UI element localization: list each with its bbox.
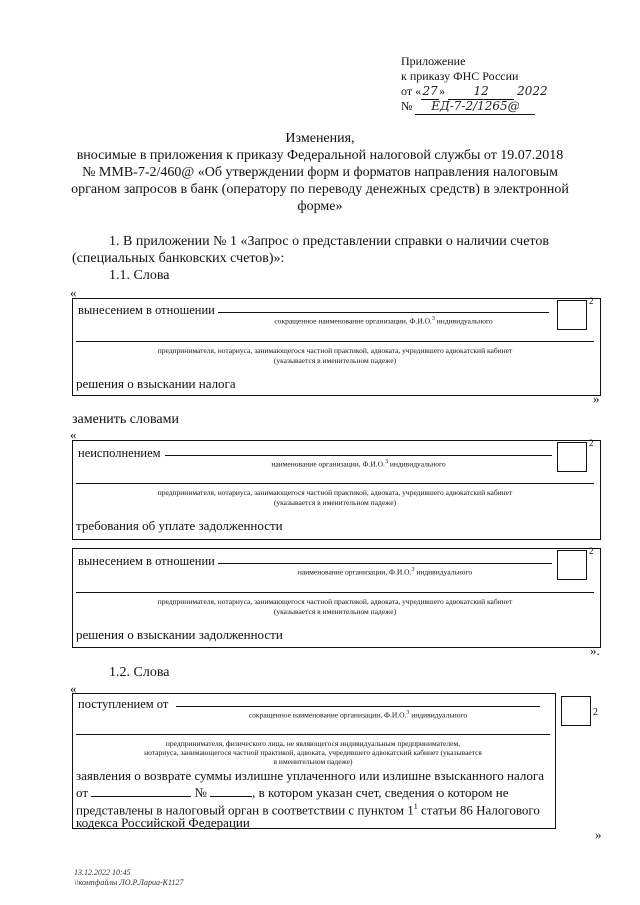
open-quote: « (70, 427, 77, 442)
title-line4: органом запросов в банк (оператору по переводу денежных средств) в электронной (71, 182, 569, 197)
block-c-cap2: предпринимателя, нотариуса, занимающегося частной практикой, адвоката, учредившего адвокатский кабинет (157, 597, 513, 606)
block-d-text1: заявления о возврате суммы излишне уплаченного или излишне взысканного налога (76, 768, 544, 783)
underline (76, 734, 550, 735)
footnote-mark: 3 (406, 710, 410, 716)
p1-line1: 1. В приложении № 1 «Запрос о представлении справки о наличии счетов (109, 234, 549, 249)
title-line3: № ММВ-7-2/460@ «Об утверждении форм и форматов направления налоговым (82, 165, 558, 180)
underline (76, 483, 594, 484)
title-line2: вносимые в приложения к приказу Федеральной налоговой службы от 19.07.2018 (76, 148, 564, 163)
block-c-label: вынесением в отношении (78, 554, 215, 568)
block-d-cap4: в именительном падеже) (273, 757, 353, 766)
footnote-mark: 3 (431, 316, 435, 322)
checkbox-field (557, 300, 587, 330)
checkbox-field (557, 442, 587, 472)
footnote-mark: 3 (411, 567, 415, 573)
block-a-cap1: сокращенное наименование организации, Ф.И.О.$^3$ индивидуального (274, 316, 493, 326)
underline (76, 341, 594, 342)
p12-sub: 1.2. Слова (109, 665, 170, 680)
block-d-cap2: предпринимателя, физического лица, не являющегося индивидуальным предпринимателем, (165, 739, 461, 748)
underline (218, 312, 549, 313)
underline (218, 563, 552, 564)
p1-line2: (специальных банковских счетов)»: (72, 251, 285, 266)
document-title (40, 130, 600, 215)
block-b-cap3: (указывается в именительном падеже) (273, 498, 397, 507)
box-footnote: 2 (593, 707, 598, 718)
replace-label: заменить словами (72, 412, 179, 427)
block-a-bottom: решения о взыскании налога (76, 376, 236, 391)
block-d-text4: кодекса Российской Федерации (76, 815, 250, 830)
underline (176, 706, 540, 707)
checkbox-field (561, 696, 591, 726)
footer-stamp (74, 868, 183, 888)
block-b-bottom: требования об уплате задолженности (76, 518, 283, 533)
block-a-label: вынесением в отношении (78, 303, 215, 317)
date-blank (91, 785, 191, 797)
block-d-label: поступлением от (78, 697, 169, 711)
appendix-line1: Приложение (401, 54, 466, 68)
block-b-label: неисполнением (78, 446, 161, 460)
block-d-text3: представлены в налоговый орган в соответствии с пунктом $1^1$ статьи 86 Налогового (76, 802, 540, 818)
box-footnote: 2 (589, 546, 594, 556)
appendix-number: № ЕД-7-2/1265@ (401, 99, 548, 114)
footnote-mark: 3 (384, 459, 388, 465)
underline (76, 592, 594, 593)
appendix-date: от «27» 12 2022 (401, 84, 548, 98)
underline (165, 455, 552, 456)
footer-line1: 13.12.2022 10:45 (74, 868, 131, 877)
box-footnote: 2 (589, 438, 594, 448)
open-quote: « (70, 681, 77, 696)
handwritten-number: ЕД-7-2/1265@ (415, 99, 535, 115)
close-quote-dot: ». (590, 643, 600, 658)
block-b-cap1: наименование организации, Ф.И.О.$^3$ индивидуального (271, 459, 446, 469)
block-a-cap2: предпринимателя, нотариуса, занимающегося частной практикой, адвоката, учредившего адвокатский кабинет (157, 346, 513, 355)
close-quote: » (593, 391, 600, 406)
footer-line2: \\компфайлы ЛО.Р.Лариа-К1127 (74, 878, 184, 887)
close-quote: » (595, 827, 602, 842)
block-c-cap3: (указывается в именительном падеже) (273, 607, 397, 616)
open-quote: « (70, 285, 77, 300)
block-b-cap2: предпринимателя, нотариуса, занимающегося частной практикой, адвоката, учредившего адвокатский кабинет (157, 488, 513, 497)
block-d-text2: от № , в котором указан счет, сведения о котором не (76, 785, 509, 800)
checkbox-field (557, 550, 587, 580)
appendix-reference (401, 54, 548, 114)
block-c-cap1: наименование организации, Ф.И.О.$^3$ индивидуального (297, 567, 473, 577)
appendix-year: 2022 (517, 84, 548, 98)
appendix-line2: к приказу ФНС России (401, 69, 519, 83)
handwritten-month: 12 (448, 84, 514, 100)
handwritten-day: 27 (422, 84, 438, 98)
number-blank (210, 785, 252, 797)
title-line1: Изменения, (285, 131, 355, 146)
block-a-cap3: (указывается в именительном падеже) (273, 356, 397, 365)
title-line5: форме» (297, 199, 343, 214)
block-d-cap3: нотариуса, занимающегося частной практикой, адвоката, учредившего адвокатский кабинет (указывается (144, 748, 482, 757)
block-d-cap1: сокращенное наименование организации, Ф.И.О.$^3$ индивидуального (248, 710, 468, 720)
box-footnote: 2 (589, 296, 594, 306)
block-c-bottom: решения о взыскании задолженности (76, 627, 283, 642)
p1-sub: 1.1. Слова (109, 268, 170, 283)
